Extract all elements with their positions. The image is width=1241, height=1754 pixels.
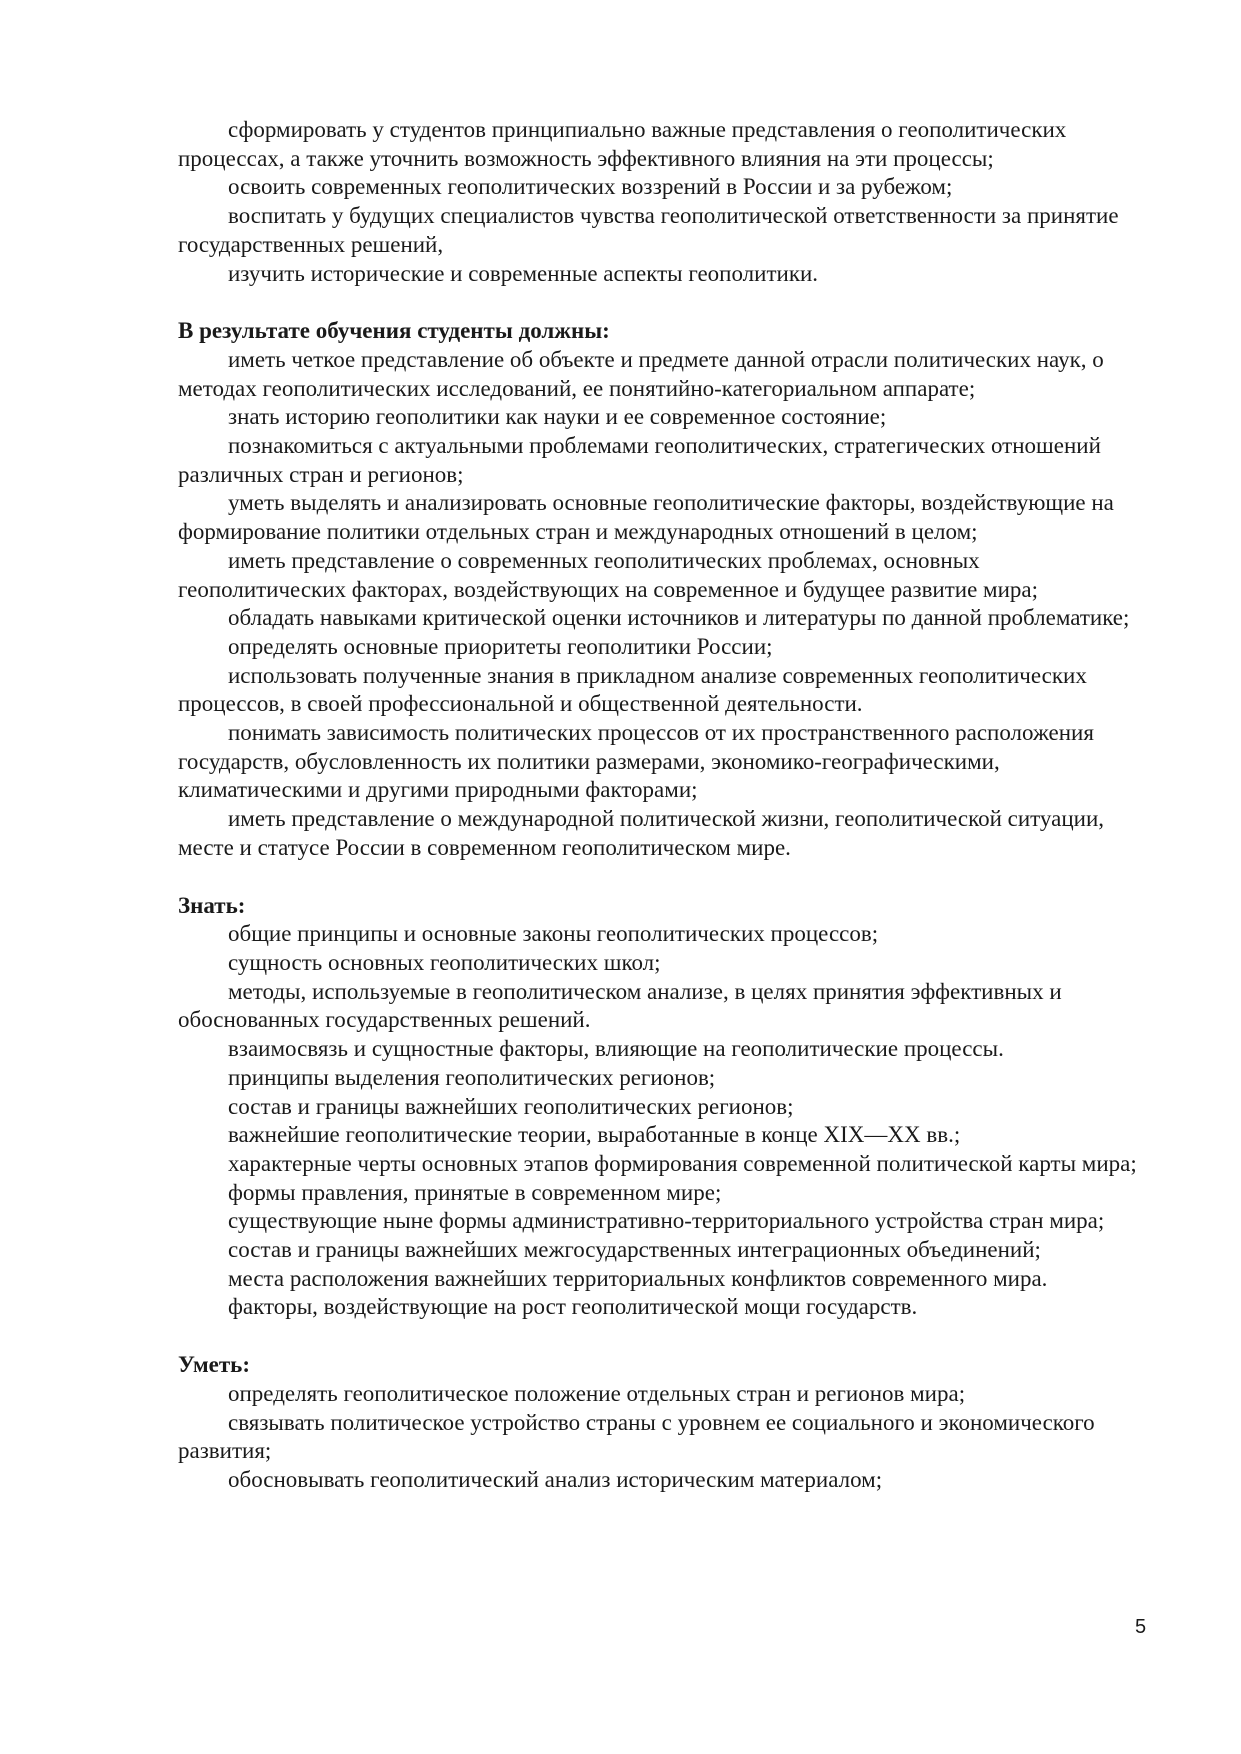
know-heading: Знать:: [178, 892, 246, 918]
list-item: изучить исторические и современные аспекты геополитики.: [228, 260, 819, 286]
list-item: использовать полученные знания в прикладном анализе современных геополитических процессов, в своей профессиональной и общественной деятельности.: [178, 662, 1087, 717]
list-item: состав и границы важнейших геополитических регионов;: [228, 1093, 794, 1119]
spacer: [178, 288, 1148, 317]
list-item: знать историю геополитики как науки и ее современное состояние;: [228, 404, 887, 430]
list-item: иметь представление о современных геополитических проблемах, основных геополитических факторах, воздействующих на современное и будущее развитие мира;: [178, 547, 1039, 602]
list-item: иметь четкое представление об объекте и предмете данной отрасли политических наук, о методах геополитических исследований, ее понятийно-категориальном аппарате;: [178, 346, 1104, 401]
list-item: взаимосвязь и сущностные факторы, влияющие на геополитические процессы.: [228, 1036, 1004, 1062]
list-item: методы, используемые в геополитическом анализе, в целях принятия эффективных и обоснованных государственных решений.: [178, 978, 1062, 1033]
page-number: 5: [1135, 1616, 1147, 1638]
list-item: места расположения важнейших территориальных конфликтов современного мира.: [228, 1265, 1048, 1291]
list-item: обладать навыками критической оценки источников и литературы по данной проблематике;: [228, 605, 1130, 631]
list-item: воспитать у будущих специалистов чувства геополитической ответственности за принятие государственных решений,: [178, 203, 1119, 257]
list-item: освоить современных геополитических воззрений в России и за рубежом;: [228, 174, 953, 200]
list-item: состав и границы важнейших межгосударственных интеграционных объединений;: [228, 1237, 1041, 1263]
spacer: [178, 1322, 1148, 1351]
list-item: сущность основных геополитических школ;: [228, 949, 661, 975]
intro-list: [178, 116, 1148, 288]
list-item: определять основные приоритеты геополитики России;: [228, 633, 773, 659]
list-item: связывать политическое устройство страны с уровнем ее социального и экономического развития;: [178, 1409, 1095, 1464]
spacer: [178, 863, 1148, 892]
list-item: уметь выделять и анализировать основные геополитические факторы, воздействующие на формирование политики отдельных стран и международных отношений в целом;: [178, 490, 1114, 545]
list-item: познакомиться с актуальными проблемами геополитических, стратегических отношений различных стран и регионов;: [178, 433, 1101, 487]
list-item: факторы, воздействующие на рост геополитической мощи государств.: [228, 1294, 918, 1320]
know-list: [178, 920, 1148, 1322]
list-item: общие принципы и основные законы геополитических процессов;: [228, 921, 879, 947]
able-list: [178, 1380, 1148, 1495]
list-item: характерные черты основных этапов формирования современной политической карты мира;: [228, 1150, 1137, 1176]
list-item: существующие ныне формы административно-территориального устройства стран мира;: [228, 1208, 1105, 1234]
results-list: [178, 346, 1148, 863]
list-item: иметь представление о международной политической жизни, геополитической ситуации, месте и статусе России в современном геополитическом мире.: [178, 806, 1105, 860]
list-item: понимать зависимость политических процессов от их пространственного расположения государств, обусловленность их политики размерами, экономико-географическими, климатическими и другими природными факторами;: [178, 720, 1094, 803]
list-item: определять геополитическое положение отдельных стран и регионов мира;: [228, 1380, 966, 1406]
list-item: формы правления, принятые в современном мире;: [228, 1179, 722, 1205]
page-body: [178, 116, 1148, 1495]
list-item: важнейшие геополитические теории, выработанные в конце XIX—XX вв.;: [228, 1122, 961, 1148]
results-heading: В результате обучения студенты должны:: [178, 318, 610, 344]
list-item: сформировать у студентов принципиально важные представления о геополитических процессах, а также уточнить возможность эффективного влияния на эти процессы;: [178, 117, 1067, 171]
list-item: обосновывать геополитический анализ историческим материалом;: [228, 1466, 883, 1492]
list-item: принципы выделения геополитических регионов;: [228, 1064, 716, 1090]
able-heading: Уметь:: [178, 1352, 250, 1378]
